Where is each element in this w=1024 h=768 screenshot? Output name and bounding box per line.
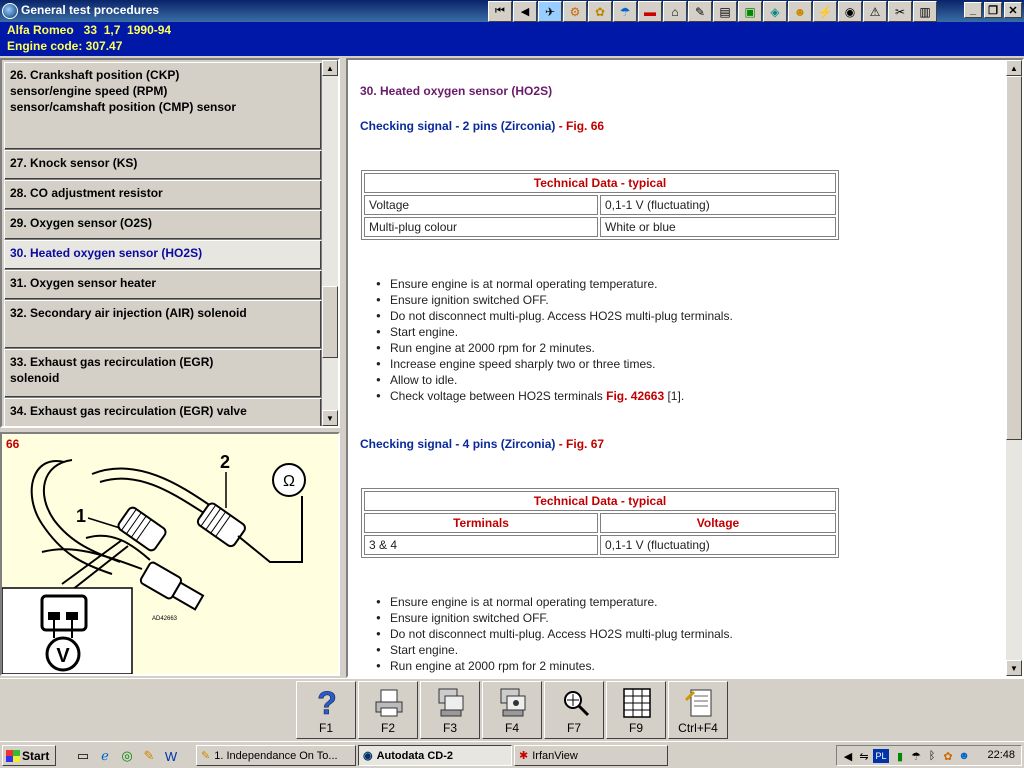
list-scrollbar[interactable] bbox=[322, 60, 338, 426]
system-tray bbox=[836, 745, 1022, 766]
tray-app-4-icon[interactable]: ☻ bbox=[958, 750, 970, 762]
section1-heading-text: Checking signal - 2 pins (Zirconia) bbox=[360, 119, 556, 133]
previous-icon[interactable]: ◀ bbox=[513, 1, 537, 22]
window-controls bbox=[964, 2, 1022, 18]
f1-help-button[interactable]: ? F1 bbox=[296, 681, 356, 739]
task-independance[interactable]: ✎ 1. Independance On To... bbox=[196, 745, 356, 766]
engine-code: Engine code: 307.47 bbox=[7, 39, 123, 53]
section1-steps bbox=[370, 276, 733, 404]
tech-data-title: Technical Data - typical bbox=[364, 491, 836, 511]
list-item: ● Run engine at 2000 rpm for 2 minutes. bbox=[370, 340, 733, 356]
bluetooth-icon[interactable]: ᛒ bbox=[928, 750, 936, 762]
table-cell: 0,1-1 V (fluctuating) bbox=[600, 195, 836, 215]
column-header-voltage: Voltage bbox=[600, 513, 836, 533]
windows-taskbar bbox=[0, 741, 1024, 768]
callout-2: 2 bbox=[220, 452, 231, 472]
close-document-icon bbox=[683, 686, 715, 720]
scroll-up-icon[interactable]: ▲ bbox=[1006, 60, 1022, 76]
list-item: ● Increase engine speed sharply two or three times. bbox=[370, 356, 733, 372]
section2-heading-text: Checking signal - 4 pins (Zirconia) bbox=[360, 437, 556, 451]
quick-launch-icon[interactable]: ✎ bbox=[143, 748, 155, 763]
tool-10-icon[interactable]: ◈ bbox=[763, 1, 787, 22]
language-indicator[interactable]: PL bbox=[873, 749, 889, 763]
table-cell: 0,1-1 V (fluctuating) bbox=[600, 535, 836, 555]
tool-9-icon[interactable]: ▣ bbox=[738, 1, 762, 22]
media-player-icon[interactable]: ◎ bbox=[121, 748, 133, 763]
ctrl-f4-close-button[interactable]: Ctrl+F4 bbox=[668, 681, 728, 739]
list-item-27[interactable]: 27. Knock sensor (KS) bbox=[4, 150, 322, 180]
task-autodata[interactable]: ◉ Autodata CD-2 bbox=[358, 745, 512, 766]
volume-icon[interactable]: ◀ bbox=[843, 750, 853, 763]
figure-number: 66 bbox=[6, 437, 20, 451]
list-item-30-selected[interactable]: 30. Heated oxygen sensor (HO2S) bbox=[4, 240, 322, 270]
table-row bbox=[364, 217, 836, 237]
copy-image-icon bbox=[497, 686, 529, 720]
scroll-thumb[interactable] bbox=[322, 286, 338, 358]
table-row bbox=[364, 535, 836, 555]
tech-data-title: Technical Data - typical bbox=[364, 173, 836, 193]
f4-copy-button[interactable]: F4 bbox=[482, 681, 542, 739]
tech-data-table-2 bbox=[361, 488, 839, 558]
f9-table-button[interactable]: F9 bbox=[606, 681, 666, 739]
ohm-symbol: Ω bbox=[283, 473, 295, 490]
help-icon bbox=[311, 686, 343, 720]
tool-7-icon[interactable]: ✎ bbox=[688, 1, 712, 22]
windows-logo-icon bbox=[6, 750, 20, 762]
callout-1: 1 bbox=[76, 506, 87, 526]
table-cell: 3 & 4 bbox=[364, 535, 598, 555]
scroll-down-icon[interactable]: ▼ bbox=[1006, 660, 1022, 676]
tool-16-icon[interactable]: ▥ bbox=[913, 1, 937, 22]
list-item-28[interactable]: 28. CO adjustment resistor bbox=[4, 180, 322, 210]
tool-8-icon[interactable]: ▤ bbox=[713, 1, 737, 22]
tool-12-icon[interactable]: ⚡ bbox=[813, 1, 837, 22]
section1-heading bbox=[360, 119, 604, 133]
tray-app-2-icon[interactable]: ☂ bbox=[911, 750, 921, 763]
f2-print-button[interactable]: F2 bbox=[358, 681, 418, 739]
page-title: 30. Heated oxygen sensor (HO2S) bbox=[360, 84, 553, 98]
tool-13-icon[interactable]: ◉ bbox=[838, 1, 862, 22]
f3-print-preview-button[interactable]: F3 bbox=[420, 681, 480, 739]
section1-fig-link[interactable]: - Fig. 66 bbox=[555, 119, 605, 133]
tray-app-icon[interactable]: ▮ bbox=[896, 750, 904, 763]
tool-2-icon[interactable]: ⚙ bbox=[563, 1, 587, 22]
internet-explorer-icon[interactable]: ℯ bbox=[101, 748, 109, 763]
section2-fig-link[interactable]: - Fig. 67 bbox=[555, 437, 605, 451]
tool-15-icon[interactable]: ✂ bbox=[888, 1, 912, 22]
list-item: ● Start engine. bbox=[370, 642, 733, 658]
list-item: ● Ensure ignition switched OFF. bbox=[370, 610, 733, 626]
clock[interactable]: 22:48 bbox=[987, 749, 1015, 761]
irfanview-icon: ✱ bbox=[519, 750, 529, 762]
list-item: ● Start engine. bbox=[370, 324, 733, 340]
list-item: ● Do not disconnect multi-plug. Access HO2S multi-plug terminals. bbox=[370, 308, 733, 324]
table-header-row bbox=[364, 513, 836, 533]
tool-3-icon[interactable]: ✿ bbox=[588, 1, 612, 22]
network-icon[interactable]: ⇋ bbox=[859, 750, 869, 763]
sensor-wiring-diagram bbox=[2, 434, 338, 674]
procedure-content bbox=[346, 58, 1024, 678]
word-icon[interactable]: W bbox=[164, 748, 178, 764]
print-preview-icon bbox=[435, 686, 467, 720]
list-item: ● Run engine at 2000 rpm for 2 minutes. bbox=[370, 658, 733, 674]
tool-1-icon[interactable]: ✈ bbox=[538, 1, 562, 22]
list-item-32[interactable]: 32. Secondary air injection (AIR) solenoid bbox=[4, 300, 322, 349]
content-scrollbar[interactable] bbox=[1006, 60, 1022, 676]
function-key-bar bbox=[0, 678, 1024, 740]
svg-text:?: ? bbox=[317, 686, 337, 720]
column-header-terminals: Terminals bbox=[364, 513, 598, 533]
app-icon[interactable] bbox=[2, 3, 18, 19]
scroll-up-icon[interactable]: ▲ bbox=[322, 60, 338, 76]
start-button[interactable]: Start bbox=[2, 745, 56, 766]
close-button[interactable]: ✕ bbox=[1004, 2, 1022, 18]
volt-symbol: V bbox=[56, 645, 70, 667]
tool-11-icon[interactable]: ☻ bbox=[788, 1, 812, 22]
list-item-34[interactable]: 34. Exhaust gas recirculation (EGR) valve bbox=[4, 398, 322, 428]
restore-button[interactable]: ❐ bbox=[984, 2, 1002, 18]
fig-42663-link[interactable]: Fig. 42663 bbox=[606, 389, 665, 403]
vehicle-header bbox=[0, 22, 1024, 56]
tray-app-3-icon[interactable]: ✿ bbox=[943, 750, 953, 763]
tech-data-table-1 bbox=[361, 170, 839, 240]
autodata-task-icon: ◉ bbox=[363, 750, 373, 762]
table-cell: Multi-plug colour bbox=[364, 217, 598, 237]
table-icon bbox=[621, 686, 653, 720]
list-item: ● Ensure engine is at normal operating temperature. bbox=[370, 276, 733, 292]
list-item-31[interactable]: 31. Oxygen sensor heater bbox=[4, 270, 322, 300]
list-item-33[interactable]: 33. Exhaust gas recirculation (EGR) solenoid bbox=[4, 349, 322, 398]
vehicle-model: Alfa Romeo 33 1,7 1990-94 bbox=[7, 23, 172, 37]
list-item: ● Ensure engine is at normal operating temperature. bbox=[370, 594, 733, 610]
scroll-down-icon[interactable]: ▼ bbox=[322, 410, 338, 426]
scroll-thumb[interactable] bbox=[1006, 76, 1022, 440]
table-row bbox=[364, 195, 836, 215]
print-icon bbox=[373, 686, 405, 720]
tool-5-icon[interactable]: ▬ bbox=[638, 1, 662, 22]
list-item-26[interactable]: 26. Crankshaft position (CKP) sensor/engine speed (RPM) sensor/camshaft position (CMP) sensor bbox=[4, 62, 322, 150]
list-item: ● Ensure ignition switched OFF. bbox=[370, 292, 733, 308]
table-cell: Voltage bbox=[364, 195, 598, 215]
show-desktop-icon[interactable]: ▭ bbox=[76, 748, 90, 763]
section2-steps bbox=[370, 594, 733, 674]
list-item: ● Do not disconnect multi-plug. Access HO2S multi-plug terminals. bbox=[370, 626, 733, 642]
list-item: ● Check voltage between HO2S terminals Fig. 42663 [1]. bbox=[370, 388, 733, 404]
title-bar bbox=[0, 0, 1024, 22]
toolbar bbox=[488, 1, 937, 22]
figure-ref-code: AD42663 bbox=[152, 616, 178, 622]
section2-heading bbox=[360, 437, 604, 451]
task-irfanview[interactable]: ✱ IrfanView bbox=[514, 745, 668, 766]
tool-6-icon[interactable]: ⌂ bbox=[663, 1, 687, 22]
table-cell: White or blue bbox=[600, 217, 836, 237]
window-title: General test procedures bbox=[21, 3, 160, 17]
tool-14-icon[interactable]: ⚠ bbox=[863, 1, 887, 22]
zoom-icon bbox=[559, 686, 591, 720]
list-item-29[interactable]: 29. Oxygen sensor (O2S) bbox=[4, 210, 322, 240]
procedure-list bbox=[0, 58, 340, 428]
list-item: ● Allow to idle. bbox=[370, 372, 733, 388]
figure-pane bbox=[0, 432, 340, 676]
first-page-icon[interactable]: ⏮ bbox=[488, 1, 512, 22]
app-task-icon: ✎ bbox=[201, 750, 211, 762]
minimize-button[interactable]: _ bbox=[964, 2, 982, 18]
tool-4-icon[interactable]: ☂ bbox=[613, 1, 637, 22]
f7-zoom-button[interactable]: F7 bbox=[544, 681, 604, 739]
